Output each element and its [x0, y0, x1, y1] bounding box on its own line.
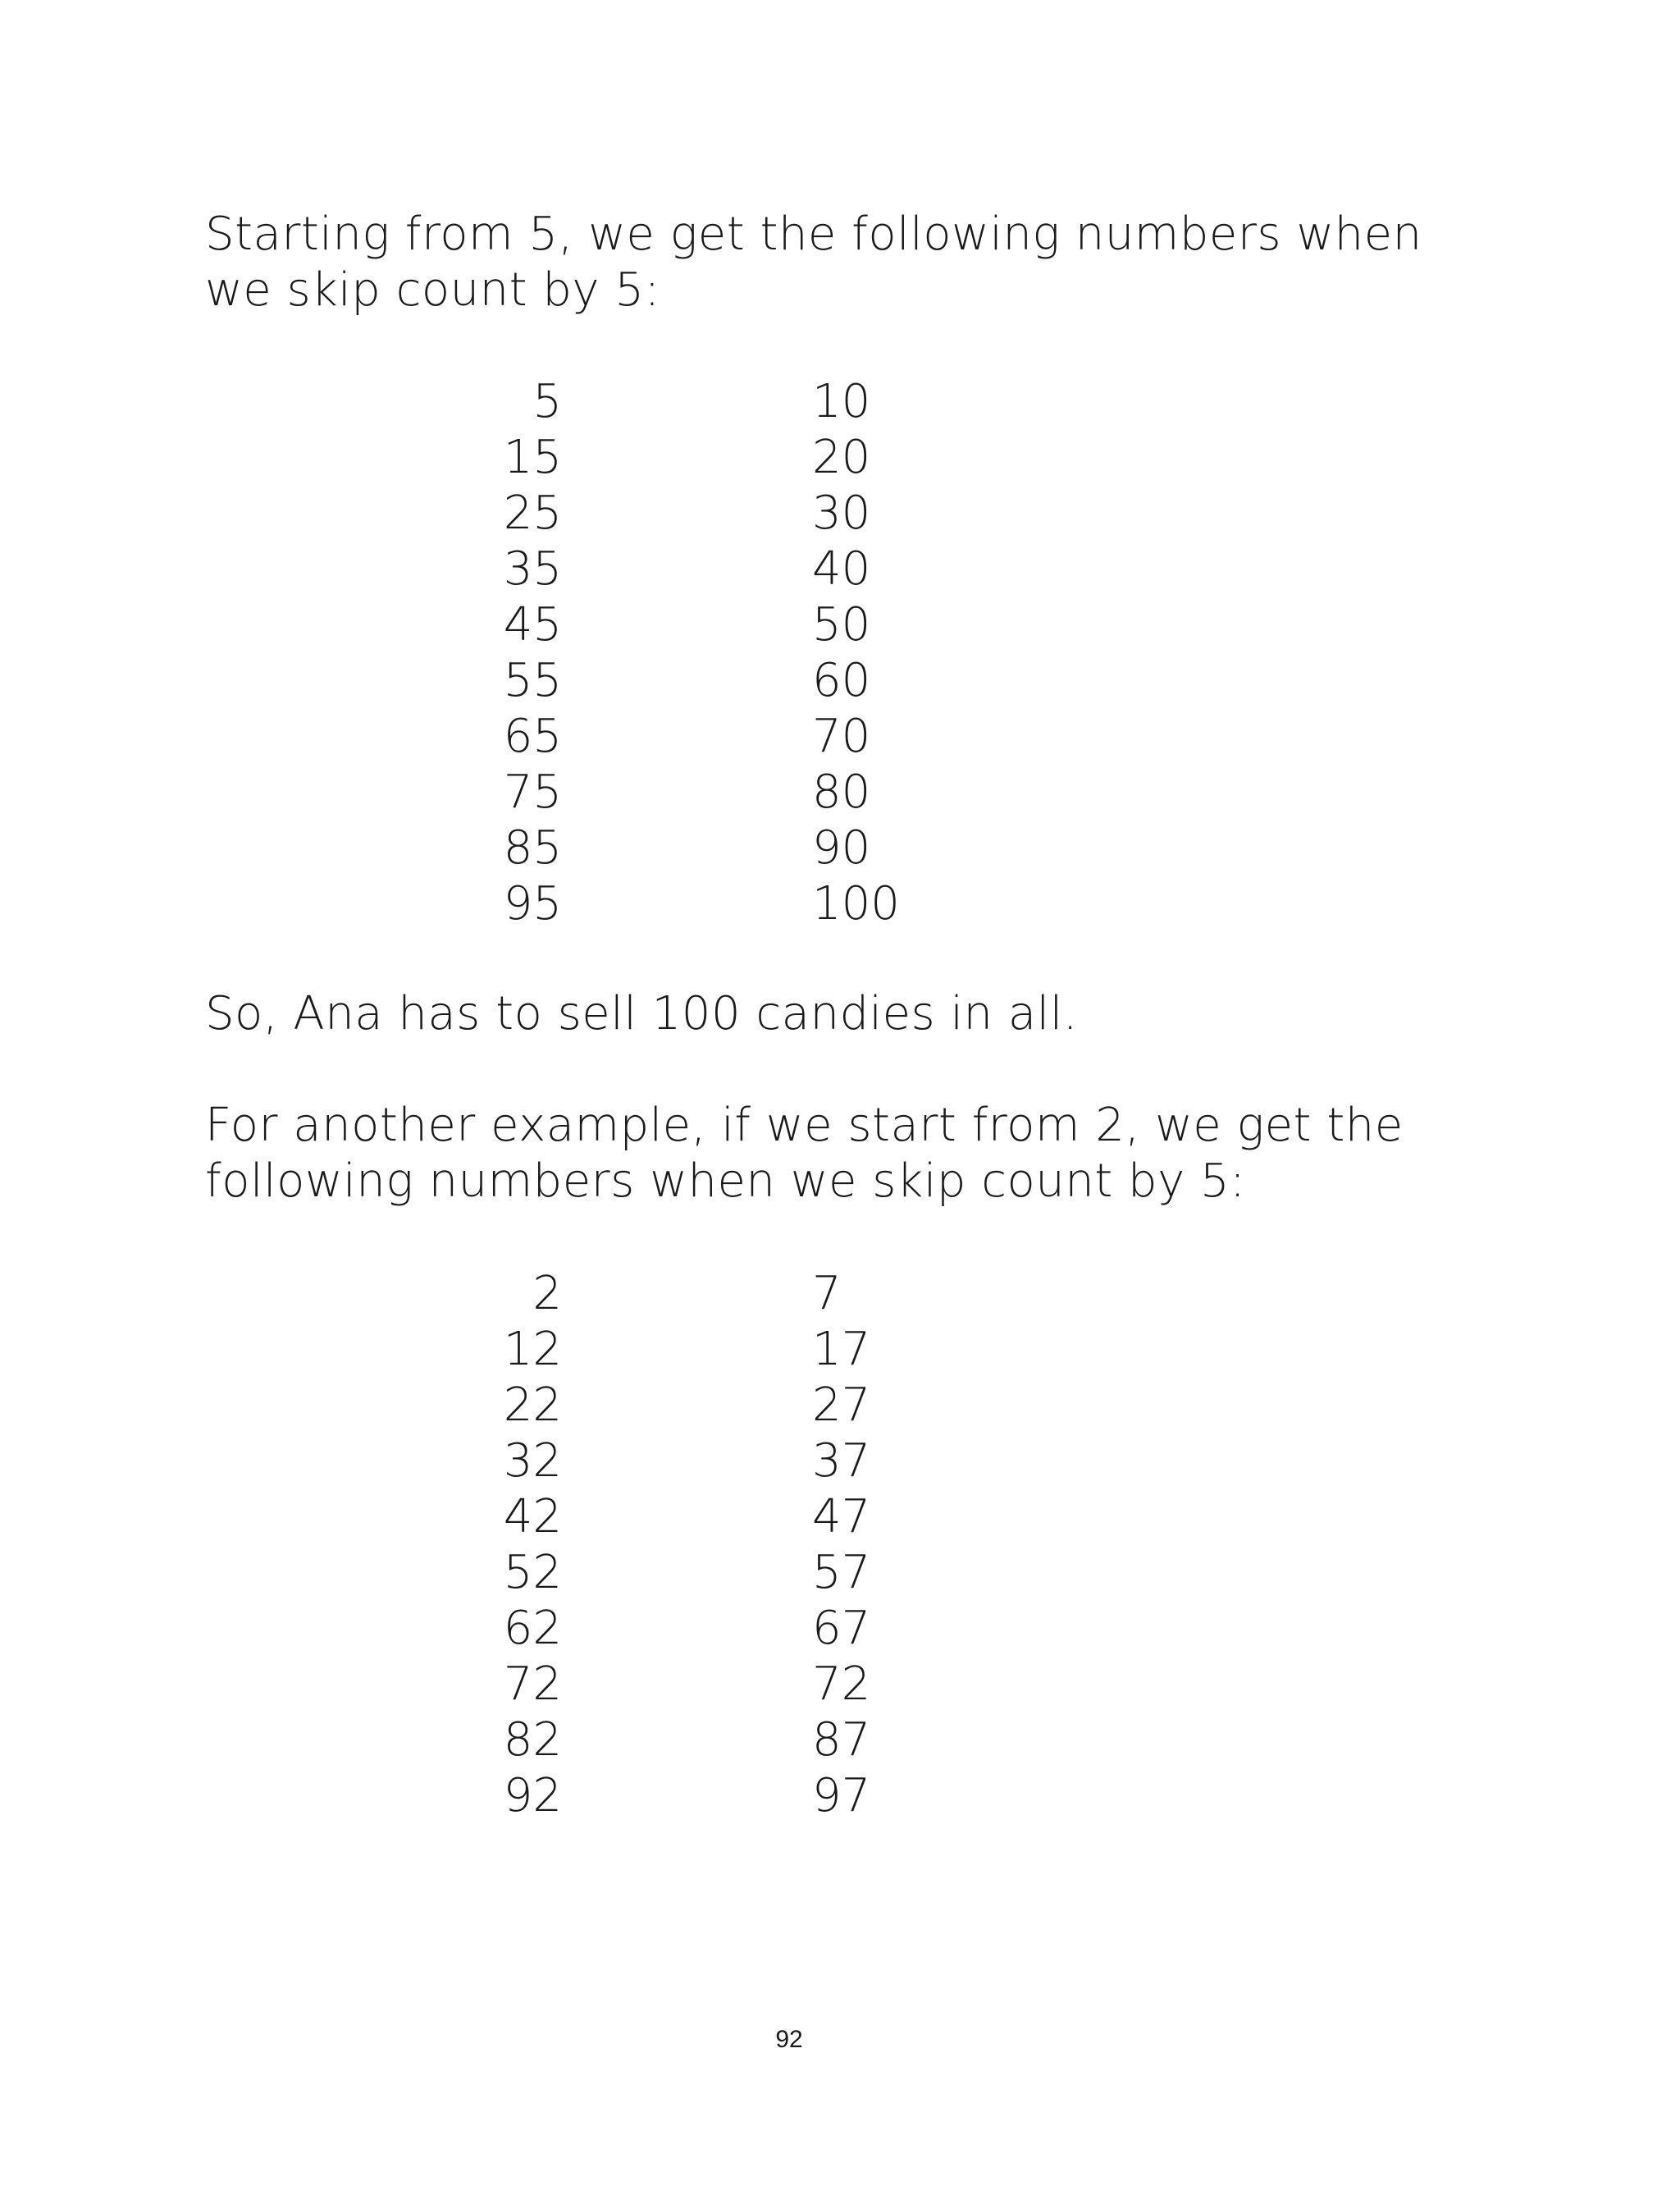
table-row — [459, 1433, 919, 1489]
table-row — [459, 1657, 919, 1712]
table-cell: 65 — [503, 710, 562, 763]
table-row — [459, 821, 919, 876]
table-cell: 62 — [503, 1602, 562, 1655]
table-row — [459, 1545, 919, 1601]
table-row — [459, 1266, 919, 1322]
table-row — [459, 709, 919, 765]
table-cell: 17 — [812, 1323, 871, 1376]
table-cell: 95 — [503, 877, 562, 930]
table-cell: 100 — [812, 877, 900, 930]
paragraph-line: following numbers when we skip count by 5: — [205, 1154, 1246, 1208]
table-cell: 40 — [812, 542, 871, 596]
table-row — [459, 374, 919, 430]
paragraph-line: we skip count by 5: — [205, 263, 660, 317]
skip-count-table-from-5 — [459, 374, 919, 932]
table-row — [459, 1322, 919, 1378]
table-row — [459, 1489, 919, 1545]
intro-paragraph-1 — [205, 207, 1422, 318]
table-row — [459, 1601, 919, 1657]
paragraph-line: So, Ana has to sell 100 candies in all. — [205, 987, 1079, 1040]
table-cell: 50 — [812, 598, 871, 652]
table-cell: 75 — [503, 766, 562, 819]
table-cell: 52 — [503, 1546, 562, 1599]
table-cell: 47 — [812, 1490, 871, 1543]
table-cell: 15 — [503, 431, 562, 484]
table-row — [459, 1768, 919, 1824]
paragraph-line: For another example, if we start from 2, we get the — [205, 1099, 1404, 1152]
table-cell: 82 — [503, 1713, 562, 1767]
page-number: 92 — [775, 2026, 803, 2053]
table-row — [459, 765, 919, 821]
table-cell: 27 — [812, 1378, 871, 1432]
table-cell: 5 — [532, 375, 562, 428]
table-cell: 57 — [812, 1546, 871, 1599]
skip-count-table-from-2 — [459, 1266, 919, 1824]
table-cell: 90 — [812, 821, 871, 875]
table-cell: 10 — [812, 375, 871, 428]
table-cell: 67 — [812, 1602, 871, 1655]
table-cell: 72 — [812, 1657, 871, 1711]
table-cell: 42 — [503, 1490, 562, 1543]
table-cell: 2 — [532, 1267, 562, 1320]
table-row — [459, 876, 919, 932]
table-cell: 70 — [812, 710, 871, 763]
table-row — [459, 1712, 919, 1768]
table-cell: 92 — [503, 1769, 562, 1822]
table-cell: 87 — [812, 1713, 871, 1767]
table-cell: 85 — [503, 821, 562, 875]
table-cell: 97 — [812, 1769, 871, 1822]
table-cell: 20 — [812, 431, 871, 484]
table-row — [459, 542, 919, 597]
table-cell: 7 — [812, 1267, 842, 1320]
table-row — [459, 653, 919, 709]
table-cell: 72 — [503, 1657, 562, 1711]
table-cell: 32 — [503, 1434, 562, 1488]
table-cell: 22 — [503, 1378, 562, 1432]
table-cell: 30 — [812, 487, 871, 540]
table-cell: 60 — [812, 654, 871, 707]
table-cell: 35 — [503, 542, 562, 596]
table-cell: 80 — [812, 766, 871, 819]
intro-paragraph-2 — [205, 1098, 1404, 1209]
table-cell: 45 — [503, 598, 562, 652]
table-row — [459, 486, 919, 542]
conclusion-paragraph — [205, 986, 1386, 1042]
table-row — [459, 1378, 919, 1433]
table-cell: 25 — [503, 487, 562, 540]
table-cell: 55 — [503, 654, 562, 707]
table-cell: 37 — [812, 1434, 871, 1488]
table-cell: 12 — [503, 1323, 562, 1376]
table-row — [459, 597, 919, 653]
paragraph-line: Starting from 5, we get the following numbers when — [205, 208, 1422, 261]
table-row — [459, 430, 919, 486]
